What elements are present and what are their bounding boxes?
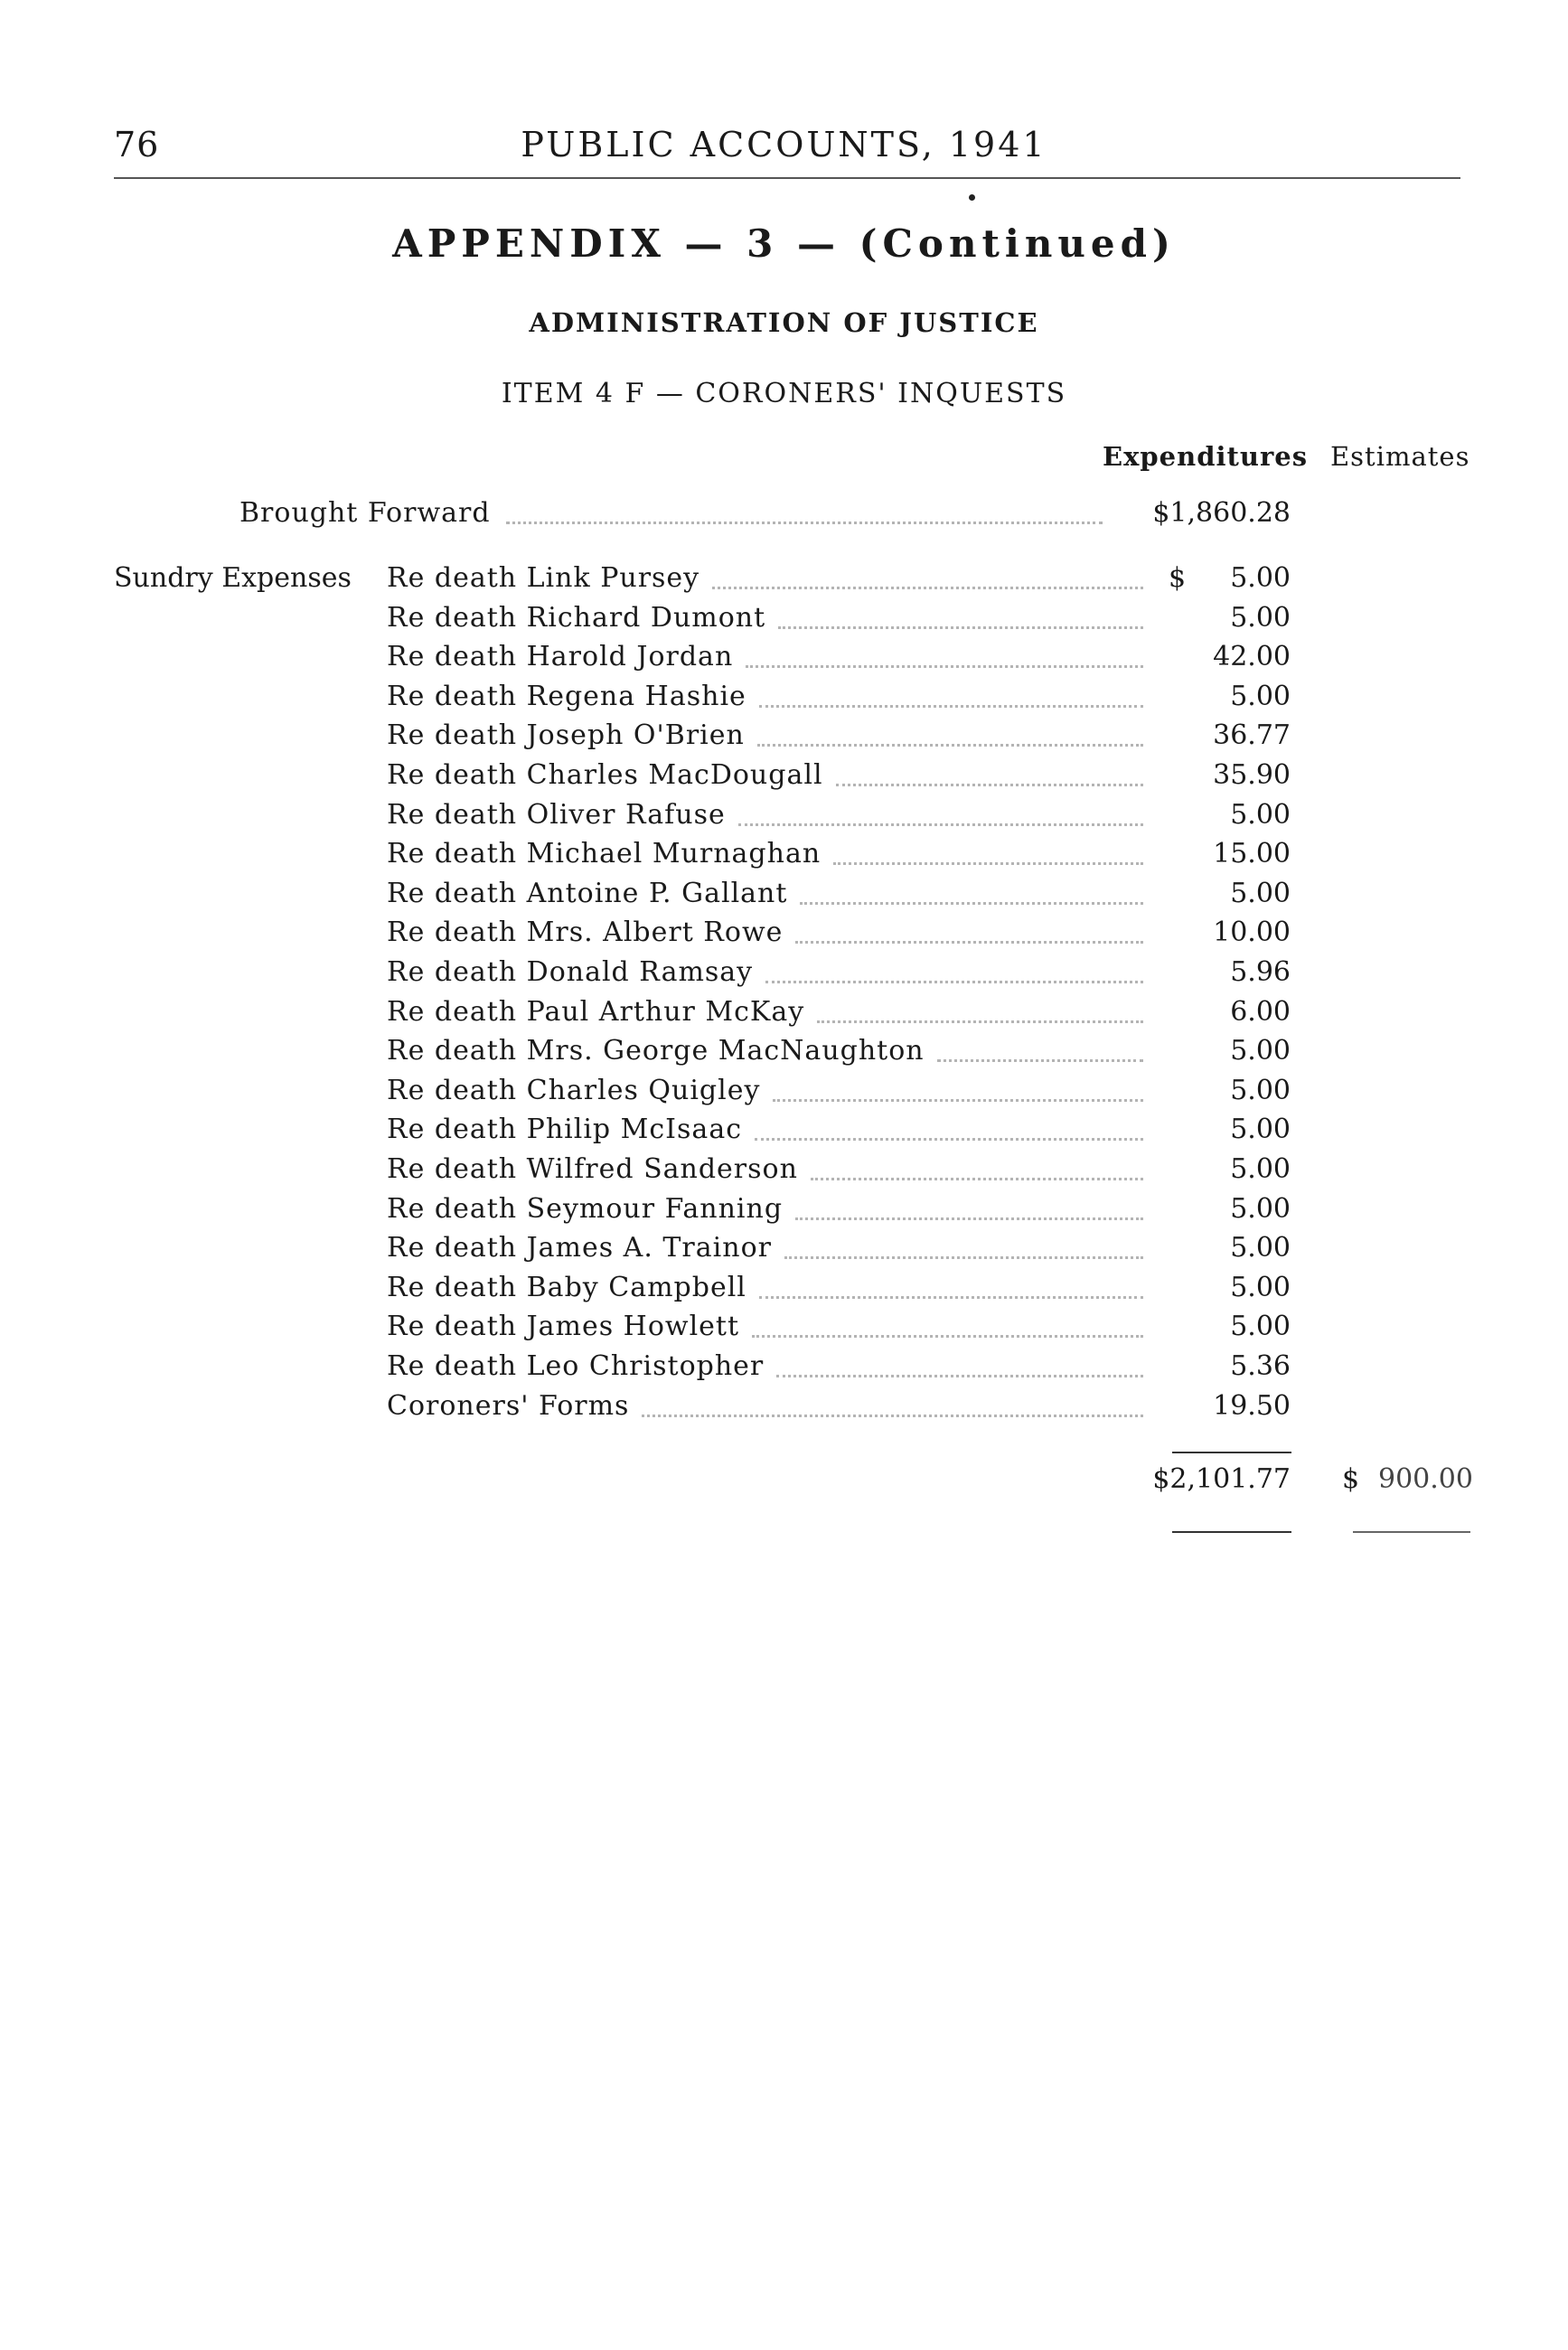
expense-label: Re death Leo Christopher — [387, 1350, 765, 1382]
expense-row — [0, 1111, 1568, 1149]
decorative-dot — [969, 194, 975, 201]
expense-amount: 10.00 — [1213, 916, 1291, 948]
expense-label: Re death James Howlett — [387, 1311, 740, 1342]
expense-amount: 35.90 — [1213, 759, 1291, 791]
expense-label: Re death Antoine P. Gallant — [387, 878, 788, 909]
expense-label: Re death Paul Arthur McKay — [387, 996, 805, 1028]
dot-leader — [776, 1375, 1143, 1377]
expense-label: Re death Philip McIsaac — [387, 1114, 743, 1145]
expense-row — [0, 1151, 1568, 1189]
expense-amount: 5.00 — [1230, 1035, 1291, 1067]
dot-leader — [795, 1217, 1143, 1220]
column-header-estimates: Estimates — [1330, 441, 1470, 472]
expense-amount: 5.00 — [1230, 1114, 1291, 1145]
expense-label: Re death Wilfred Sanderson — [387, 1153, 798, 1185]
dot-leader — [784, 1256, 1143, 1259]
expense-label: Coroners' Forms — [387, 1390, 630, 1422]
expense-amount: 5.00 — [1230, 562, 1291, 594]
dot-leader — [642, 1415, 1143, 1417]
expense-row — [0, 875, 1568, 913]
dot-leader — [833, 862, 1143, 865]
expense-row — [0, 1269, 1568, 1307]
total-estimates: 900.00 — [1378, 1463, 1473, 1495]
expense-amount: 15.00 — [1213, 838, 1291, 870]
expense-label: Re death Regena Hashie — [387, 681, 746, 712]
expense-row — [0, 1348, 1568, 1386]
page-number: 76 — [114, 125, 160, 164]
dot-leader — [752, 1335, 1143, 1338]
brought-forward-amount: $1,860.28 — [1152, 497, 1291, 529]
expense-amount: 6.00 — [1230, 996, 1291, 1028]
expense-amount: 5.96 — [1230, 956, 1291, 988]
dot-leader — [757, 744, 1143, 747]
expense-label: Re death Seymour Fanning — [387, 1193, 784, 1225]
expense-amount: 5.00 — [1230, 681, 1291, 712]
expense-row — [0, 638, 1568, 676]
expense-amount: 5.00 — [1230, 1153, 1291, 1185]
item-title: ITEM 4 F — CORONERS' INQUESTS — [501, 378, 1067, 409]
appendix-title: APPENDIX — 3 — (Continued) — [392, 221, 1176, 266]
expense-label: Re death Oliver Rafuse — [387, 799, 726, 831]
expense-label: Re death Link Pursey — [387, 562, 700, 594]
expense-label: Re death Baby Campbell — [387, 1272, 746, 1303]
expense-row — [0, 678, 1568, 716]
expense-amount: 36.77 — [1213, 719, 1291, 751]
expense-row — [0, 717, 1568, 755]
dot-leader — [755, 1138, 1143, 1141]
expense-amount: 5.00 — [1230, 1272, 1291, 1303]
expense-amount: 5.00 — [1230, 1193, 1291, 1225]
total-rule-estimates — [1353, 1531, 1470, 1533]
subtotal-rule — [1172, 1452, 1291, 1453]
brought-forward-label: Brought Forward — [239, 497, 491, 529]
total-expenditures: $2,101.77 — [1152, 1463, 1291, 1495]
expense-amount: 5.00 — [1230, 799, 1291, 831]
expense-label: Re death Mrs. George MacNaughton — [387, 1035, 925, 1067]
dot-leader — [937, 1059, 1143, 1062]
expense-row — [0, 796, 1568, 834]
dot-leader — [773, 1099, 1143, 1102]
expense-label: Re death Mrs. Albert Rowe — [387, 916, 784, 948]
running-title: PUBLIC ACCOUNTS, 1941 — [521, 125, 1047, 164]
dot-leader — [817, 1020, 1143, 1023]
dot-leader — [836, 784, 1143, 786]
expense-amount: 42.00 — [1213, 641, 1291, 672]
dot-leader — [795, 941, 1143, 944]
expense-label: Re death Michael Murnaghan — [387, 838, 822, 870]
expense-amount: 5.00 — [1230, 602, 1291, 634]
expense-row — [0, 1229, 1568, 1267]
expense-row — [0, 1072, 1568, 1110]
dot-leader — [738, 823, 1143, 826]
dot-leader — [811, 1178, 1143, 1180]
expense-amount: 5.00 — [1230, 878, 1291, 909]
expense-label: Re death James A. Trainor — [387, 1232, 772, 1264]
expense-row — [0, 954, 1568, 992]
dot-leader — [778, 626, 1143, 629]
total-estimates-currency: $ — [1342, 1463, 1360, 1495]
total-rule-expenditures — [1172, 1531, 1291, 1533]
expense-row — [0, 1387, 1568, 1425]
expense-amount: 19.50 — [1213, 1390, 1291, 1422]
dot-leader — [759, 1296, 1143, 1299]
expense-label: Re death Charles Quigley — [387, 1075, 761, 1106]
dot-leader — [746, 665, 1143, 668]
expense-label: Re death Richard Dumont — [387, 602, 766, 634]
expense-row — [0, 1190, 1568, 1228]
dot-leader — [765, 981, 1143, 983]
sundry-expenses-text: Sundry Expenses — [114, 562, 352, 594]
currency-symbol: $ — [1169, 562, 1187, 594]
expense-row — [0, 757, 1568, 794]
dot-leader — [800, 902, 1143, 905]
expense-row — [0, 1308, 1568, 1346]
dot-leader — [506, 522, 1103, 524]
expense-row — [0, 993, 1568, 1031]
header-rule — [114, 177, 1460, 179]
expense-amount: 5.00 — [1230, 1075, 1291, 1106]
expense-row — [0, 1032, 1568, 1070]
expense-row — [0, 599, 1568, 637]
brought-forward-row — [0, 494, 1568, 532]
expense-label: Re death Charles MacDougall — [387, 759, 823, 791]
dot-leader — [759, 705, 1143, 708]
expense-row — [0, 835, 1568, 873]
expense-label: Re death Harold Jordan — [387, 641, 734, 672]
expense-label: Re death Donald Ramsay — [387, 956, 754, 988]
expense-row — [0, 559, 1568, 597]
dot-leader — [712, 587, 1143, 589]
expense-row — [0, 914, 1568, 952]
expense-amount: 5.36 — [1230, 1350, 1291, 1382]
expense-amount: 5.00 — [1230, 1232, 1291, 1264]
column-header-expenditures: Expenditures — [1103, 441, 1309, 472]
expense-amount: 5.00 — [1230, 1311, 1291, 1342]
section-title: ADMINISTRATION OF JUSTICE — [529, 307, 1039, 338]
expense-label: Re death Joseph O'Brien — [387, 719, 745, 751]
